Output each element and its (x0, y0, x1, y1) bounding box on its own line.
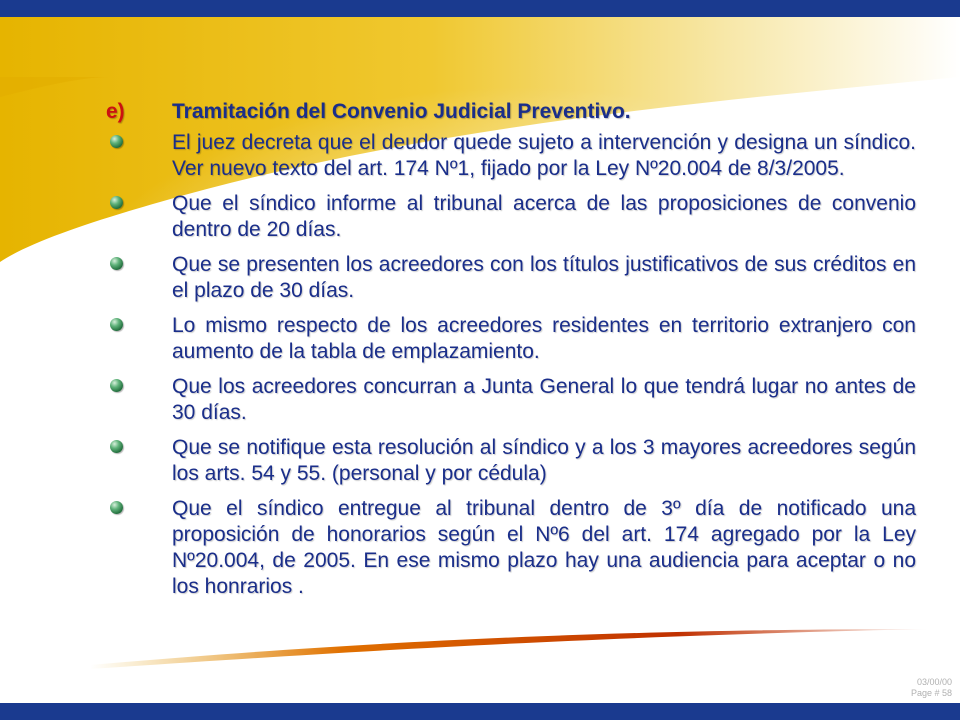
bullet-ball-icon (110, 318, 123, 331)
list-item (106, 252, 916, 304)
bullet-ball-icon (110, 135, 123, 148)
list-item-text: Que se notifique esta resolución al síndico y a los 3 mayores acreedores según los arts. 54 y 55. (personal y por cédula) (172, 436, 916, 485)
list-item (106, 496, 916, 600)
section-title: Tramitación del Convenio Judicial Preventivo. (172, 100, 631, 123)
bullet-ball-icon (110, 257, 123, 270)
bullet-ball-icon (110, 501, 123, 514)
list-item-text: El juez decreta que el deudor quede sujeto a intervención y designa un síndico. Ver nuevo texto del art. 174 Nº1, fijado por la Ley Nº20.004 de 8/3/2005. (172, 131, 916, 180)
bullet-ball-icon (110, 379, 123, 392)
section-heading (106, 100, 916, 124)
list-item-text: Que se presenten los acreedores con los títulos justificativos de sus créditos en el plazo de 30 días. (172, 253, 916, 302)
top-bar (0, 0, 960, 17)
list-item-text: Que los acreedores concurran a Junta General lo que tendrá lugar no antes de 30 días. (172, 375, 916, 424)
section-marker: e) (106, 100, 125, 123)
list-item-text: Que el síndico entregue al tribunal dentro de 3º día de notificado una proposición de honorarios según el Nº6 del art. 174 agregado por la Ley Nº20.004, de 2005. En ese mismo plazo hay una audiencia para aceptar o no los honrarios . (172, 497, 916, 598)
list-item (106, 313, 916, 365)
slide-footer (911, 677, 952, 699)
list-item (106, 435, 916, 487)
page-number: Page # 58 (910, 688, 952, 698)
slide-content (106, 100, 916, 609)
list-item-text: Lo mismo respecto de los acreedores residentes en territorio extranjero con aumento de la tabla de emplazamiento. (172, 314, 916, 363)
bullet-ball-icon (110, 196, 123, 209)
footer-date: 03/00/00 (916, 677, 952, 687)
list-item (106, 130, 916, 182)
bottom-bar (0, 703, 960, 720)
list-item-text: Que el síndico informe al tribunal acerca de las proposiciones de convenio dentro de 20 días. (172, 192, 916, 241)
list-item (106, 374, 916, 426)
bullet-ball-icon (110, 440, 123, 453)
list-item (106, 191, 916, 243)
